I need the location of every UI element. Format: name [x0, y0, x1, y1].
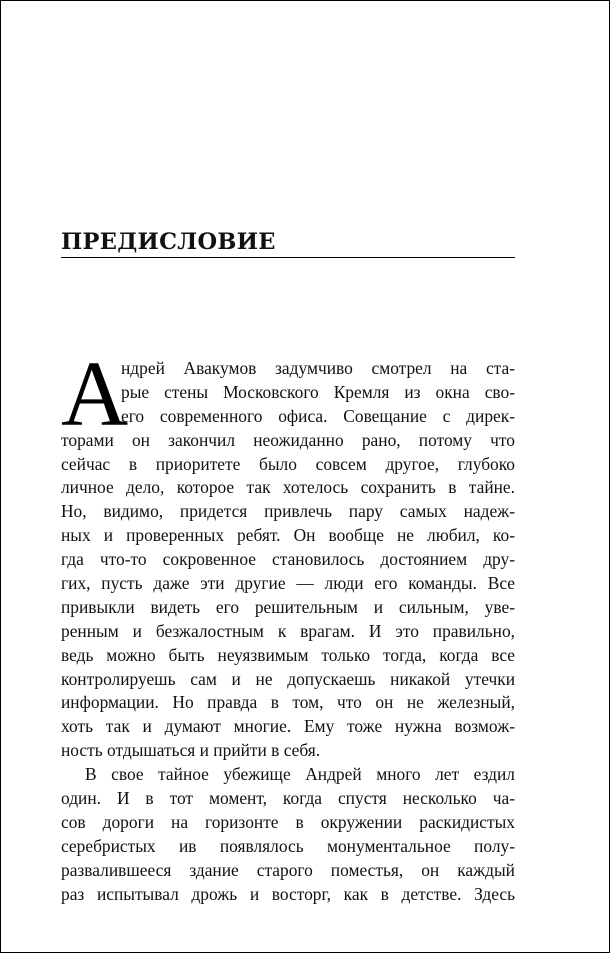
text-line: ность отдышаться и прийти в себя. — [61, 740, 321, 761]
text-line: развалившееся здание старого поместья, он каждый — [61, 859, 515, 880]
text-line: привыкли видеть его решительным и сильным, уве- — [61, 596, 515, 617]
paragraph-1 — [61, 343, 515, 763]
text-line: торами он закончил неожиданно рано, потому что — [61, 429, 515, 450]
text-line: рые стены Московского Кремля из окна сво- — [121, 381, 515, 402]
text-line: один. И в тот момент, когда спустя несколько ча- — [61, 788, 515, 809]
text-line: Но, видимо, придется привлечь пару самых надеж- — [61, 501, 515, 522]
text-line: информации. Но правда в том, что он не железный, — [61, 692, 515, 713]
text-line: его современного офиса. Совещание с дирек- — [121, 405, 515, 426]
text-line: личное дело, которое так хотелось сохранить в тайне. — [61, 477, 515, 498]
text-line: ведь можно быть неуязвимым только тогда, когда все — [61, 644, 515, 665]
chapter-heading: ПРЕДИСЛОВИЕ — [61, 229, 276, 255]
text-line: контролируешь сам и не допускаешь никакой утечки — [61, 668, 515, 689]
text-line: раз испытывал дрожь и восторг, как в детстве. Здесь — [61, 883, 515, 904]
text-line: ных и проверенных ребят. Он вообще не любил, ко- — [61, 525, 515, 546]
text-line: ндрей Авакумов задумчиво смотрел на ста- — [121, 358, 515, 378]
text-line: В свое тайное убежище Андрей много лет ездил — [85, 764, 515, 785]
drop-cap: А — [61, 343, 129, 446]
text-line: гих, пусть даже эти другие — люди его команды. Все — [61, 573, 515, 594]
text-line: ренным и безжалостным к врагам. И это правильно, — [61, 620, 515, 641]
body-text — [61, 343, 515, 906]
paragraph-2 — [61, 763, 515, 906]
text-line: сейчас в приоритете было совсем другое, глубоко — [61, 453, 515, 474]
heading-underline — [61, 257, 515, 258]
text-line: серебристых ив появлялось монументальное полу- — [61, 835, 515, 856]
text-line: гда что-то сокровенное становилось достоянием дру- — [61, 549, 515, 570]
text-line: сов дороги на горизонте в окружении раскидистых — [61, 811, 515, 832]
text-line: хоть так и думают многие. Ему тоже нужна возмож- — [61, 716, 515, 737]
